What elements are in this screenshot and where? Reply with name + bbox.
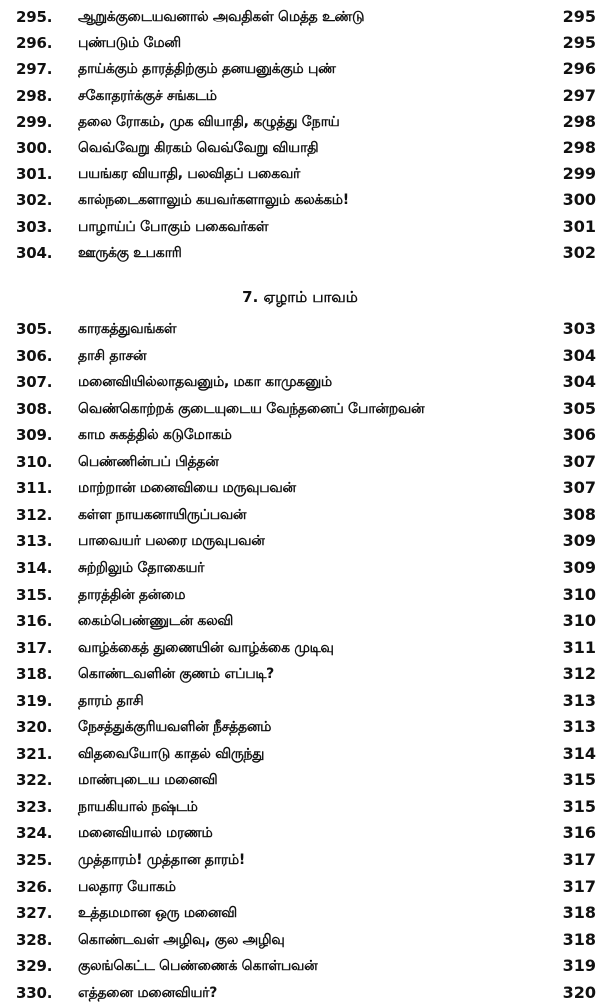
entry-title: தாய்க்கும் தாரத்திற்கும் தனயனுக்கும் புண் bbox=[78, 61, 336, 78]
entry-title: தாரம் தாசி bbox=[78, 692, 144, 709]
entry-title: கால்நடைகளாலும் கயவர்களாலும் கலக்கம்! bbox=[78, 192, 349, 209]
entry-number: 321. bbox=[16, 744, 53, 763]
entry-title: காம சுகத்தில் கடுமோகம் bbox=[78, 427, 232, 444]
entry-number: 319. bbox=[16, 691, 53, 710]
entry-number: 318. bbox=[16, 665, 53, 684]
entry-page-number: 310 bbox=[562, 611, 596, 631]
entry-title: மனைவியில்லாதவனும், மகா காமுகனும் bbox=[78, 374, 332, 391]
entry-number: 323. bbox=[16, 797, 53, 816]
entry-page-number: 305 bbox=[562, 398, 596, 418]
toc-entry bbox=[0, 555, 600, 581]
entry-page-number: 320 bbox=[562, 982, 596, 1002]
entry-title: சகோதரர்க்குச் சங்கடம் bbox=[78, 87, 217, 104]
toc-entry bbox=[0, 135, 600, 161]
toc-entry bbox=[0, 714, 600, 740]
entry-title: பாவையர் பலரை மருவுபவன் bbox=[78, 533, 265, 550]
entry-page-number: 295 bbox=[562, 7, 596, 26]
entry-number: 299. bbox=[16, 112, 53, 131]
entry-title: தாசி தாசன் bbox=[78, 347, 147, 364]
entry-page-number: 318 bbox=[562, 903, 596, 923]
entry-page-number: 314 bbox=[562, 743, 596, 763]
entry-number: 311. bbox=[16, 479, 53, 498]
entry-title: பலதார யோகம் bbox=[78, 878, 176, 895]
entry-number: 322. bbox=[16, 771, 53, 790]
entry-number: 330. bbox=[16, 983, 53, 1002]
entry-page-number: 299 bbox=[562, 164, 596, 184]
toc-entry bbox=[0, 820, 600, 846]
toc-entry bbox=[0, 187, 600, 213]
entry-title: வெவ்வேறு கிரகம் வெவ்வேறு வியாதி bbox=[78, 140, 319, 156]
entry-page-number: 315 bbox=[562, 796, 596, 816]
entry-title: ஊருக்கு உபகாரி bbox=[78, 244, 182, 261]
toc-entry bbox=[0, 316, 600, 342]
toc-entry bbox=[0, 4, 600, 30]
entry-number: 315. bbox=[16, 585, 53, 604]
entry-page-number: 298 bbox=[562, 138, 596, 157]
entry-page-number: 319 bbox=[562, 956, 596, 976]
toc-entry bbox=[0, 927, 600, 953]
entry-page-number: 309 bbox=[562, 557, 596, 577]
entry-page-number: 313 bbox=[562, 717, 596, 737]
toc-entry bbox=[0, 688, 600, 714]
entry-number: 295. bbox=[16, 8, 53, 26]
entry-page-number: 316 bbox=[562, 823, 596, 843]
entry-title: தாரத்தின் தன்மை bbox=[78, 586, 186, 603]
entry-title: உத்தமமான ஒரு மனைவி bbox=[78, 905, 237, 922]
entry-number: 313. bbox=[16, 532, 53, 551]
entry-page-number: 309 bbox=[562, 531, 596, 551]
entry-number: 307. bbox=[16, 373, 53, 392]
entry-page-number: 298 bbox=[562, 111, 596, 131]
entry-number: 298. bbox=[16, 86, 53, 105]
entry-number: 328. bbox=[16, 930, 53, 949]
entry-number: 306. bbox=[16, 346, 53, 365]
toc-entry bbox=[0, 767, 600, 793]
entry-number: 327. bbox=[16, 904, 53, 923]
toc-entry bbox=[0, 214, 600, 240]
entry-page-number: 312 bbox=[562, 664, 596, 684]
entry-page-number: 311 bbox=[562, 637, 596, 657]
entry-page-number: 313 bbox=[562, 690, 596, 710]
toc-entry bbox=[0, 369, 600, 395]
toc-entry bbox=[0, 980, 600, 1006]
entry-number: 317. bbox=[16, 638, 53, 657]
entry-title: ஆறுக்குடையவனால் அவதிகள் மெத்த உண்டு bbox=[78, 9, 365, 25]
entry-title: சுற்றிலும் தோகையர் bbox=[78, 559, 205, 576]
entry-title: எத்தனை மனைவியர்? bbox=[78, 984, 218, 1001]
entry-title: புண்படும் மேனி bbox=[78, 35, 181, 52]
toc-entry bbox=[0, 343, 600, 369]
entry-number: 303. bbox=[16, 217, 53, 236]
toc-entry bbox=[0, 109, 600, 135]
entry-number: 296. bbox=[16, 34, 53, 53]
toc-entry bbox=[0, 661, 600, 687]
entry-number: 316. bbox=[16, 612, 53, 631]
entry-page-number: 297 bbox=[562, 85, 596, 105]
entry-number: 326. bbox=[16, 877, 53, 896]
entry-title: வாழ்க்கைத் துணையின் வாழ்க்கை முடிவு bbox=[78, 639, 334, 656]
entry-title: மனைவியால் மரணம் bbox=[78, 825, 213, 842]
toc-entry bbox=[0, 794, 600, 820]
entry-page-number: 318 bbox=[562, 929, 596, 949]
entry-page-number: 317 bbox=[562, 876, 596, 896]
entry-title: மாற்றான் மனைவியை மருவுபவன் bbox=[78, 480, 296, 497]
entry-title: நாயகியால் நஷ்டம் bbox=[78, 798, 198, 815]
entry-page-number: 302 bbox=[562, 242, 596, 262]
entry-title: பயங்கர வியாதி, பலவிதப் பகைவர் bbox=[78, 166, 301, 183]
entry-page-number: 296 bbox=[562, 59, 596, 79]
entry-page-number: 304 bbox=[562, 345, 596, 365]
toc-entry bbox=[0, 528, 600, 554]
entry-number: 325. bbox=[16, 851, 53, 869]
entry-title: கள்ள நாயகனாயிருப்பவன் bbox=[78, 506, 247, 523]
entry-title: கைம்பெண்ணுடன் கலவி bbox=[78, 613, 234, 630]
entry-page-number: 310 bbox=[562, 584, 596, 604]
entry-title: காரகத்துவங்கள் bbox=[78, 321, 177, 337]
entry-number: 304. bbox=[16, 243, 53, 262]
entry-page-number: 303 bbox=[562, 319, 596, 338]
entry-number: 320. bbox=[16, 718, 53, 737]
entry-number: 329. bbox=[16, 957, 53, 976]
toc-entry bbox=[0, 874, 600, 900]
toc-entry bbox=[0, 30, 600, 56]
entry-page-number: 295 bbox=[562, 33, 596, 53]
section-heading: 7. ஏழாம் பாவம் bbox=[242, 288, 358, 306]
toc-entry bbox=[0, 847, 600, 873]
entry-title: குலங்கெட்ட பெண்ணைக் கொள்பவன் bbox=[78, 958, 318, 975]
entry-number: 324. bbox=[16, 824, 53, 843]
toc-entry bbox=[0, 502, 600, 528]
entry-number: 297. bbox=[16, 60, 53, 79]
entry-number: 300. bbox=[16, 139, 53, 157]
entry-title: முத்தாரம்! முத்தான தாரம்! bbox=[78, 852, 245, 868]
entry-page-number: 315 bbox=[562, 770, 596, 790]
toc-entry bbox=[0, 635, 600, 661]
entry-page-number: 301 bbox=[562, 216, 596, 236]
entry-page-number: 317 bbox=[562, 850, 596, 869]
entry-title: கொண்டவள் அழிவு, குல அழிவு bbox=[78, 931, 285, 948]
entry-page-number: 306 bbox=[562, 425, 596, 445]
entry-number: 312. bbox=[16, 505, 53, 524]
entry-title: மாண்புடைய மனைவி bbox=[78, 772, 218, 789]
entry-number: 302. bbox=[16, 191, 53, 210]
toc-entry bbox=[0, 83, 600, 109]
entry-number: 314. bbox=[16, 558, 53, 577]
entry-number: 310. bbox=[16, 452, 53, 471]
entry-page-number: 308 bbox=[562, 504, 596, 524]
entry-page-number: 307 bbox=[562, 451, 596, 471]
toc-entry bbox=[0, 475, 600, 501]
entry-page-number: 307 bbox=[562, 478, 596, 498]
toc-entry bbox=[0, 422, 600, 448]
toc-entry bbox=[0, 900, 600, 926]
toc-entry bbox=[0, 582, 600, 608]
entry-number: 305. bbox=[16, 320, 53, 338]
entry-page-number: 300 bbox=[562, 190, 596, 210]
entry-title: பாழாய்ப் போகும் பகைவர்கள் bbox=[78, 218, 269, 235]
entry-number: 301. bbox=[16, 165, 53, 184]
toc-entry bbox=[0, 449, 600, 475]
entry-number: 309. bbox=[16, 426, 53, 445]
toc-entry bbox=[0, 240, 600, 266]
entry-title: பெண்ணின்பப் பித்தன் bbox=[78, 453, 219, 470]
toc-entry bbox=[0, 161, 600, 187]
entry-title: விதவையோடு காதல் விருந்து bbox=[78, 745, 265, 762]
toc-entry bbox=[0, 953, 600, 979]
toc-entry bbox=[0, 56, 600, 82]
toc-entry bbox=[0, 741, 600, 767]
entry-title: கொண்டவளின் குணம் எப்படி? bbox=[78, 666, 274, 683]
entry-page-number: 304 bbox=[562, 372, 596, 392]
toc-entry bbox=[0, 608, 600, 634]
entry-title: வெண்கொற்றக் குடையுடைய வேந்தனைப் போன்றவன் bbox=[78, 400, 425, 417]
entry-number: 308. bbox=[16, 399, 53, 418]
entry-title: நேசத்துக்குரியவளின் நீசத்தனம் bbox=[78, 719, 272, 736]
entry-title: தலை ரோகம், முக வியாதி, கழுத்து நோய் bbox=[78, 113, 340, 130]
toc-entry bbox=[0, 396, 600, 422]
